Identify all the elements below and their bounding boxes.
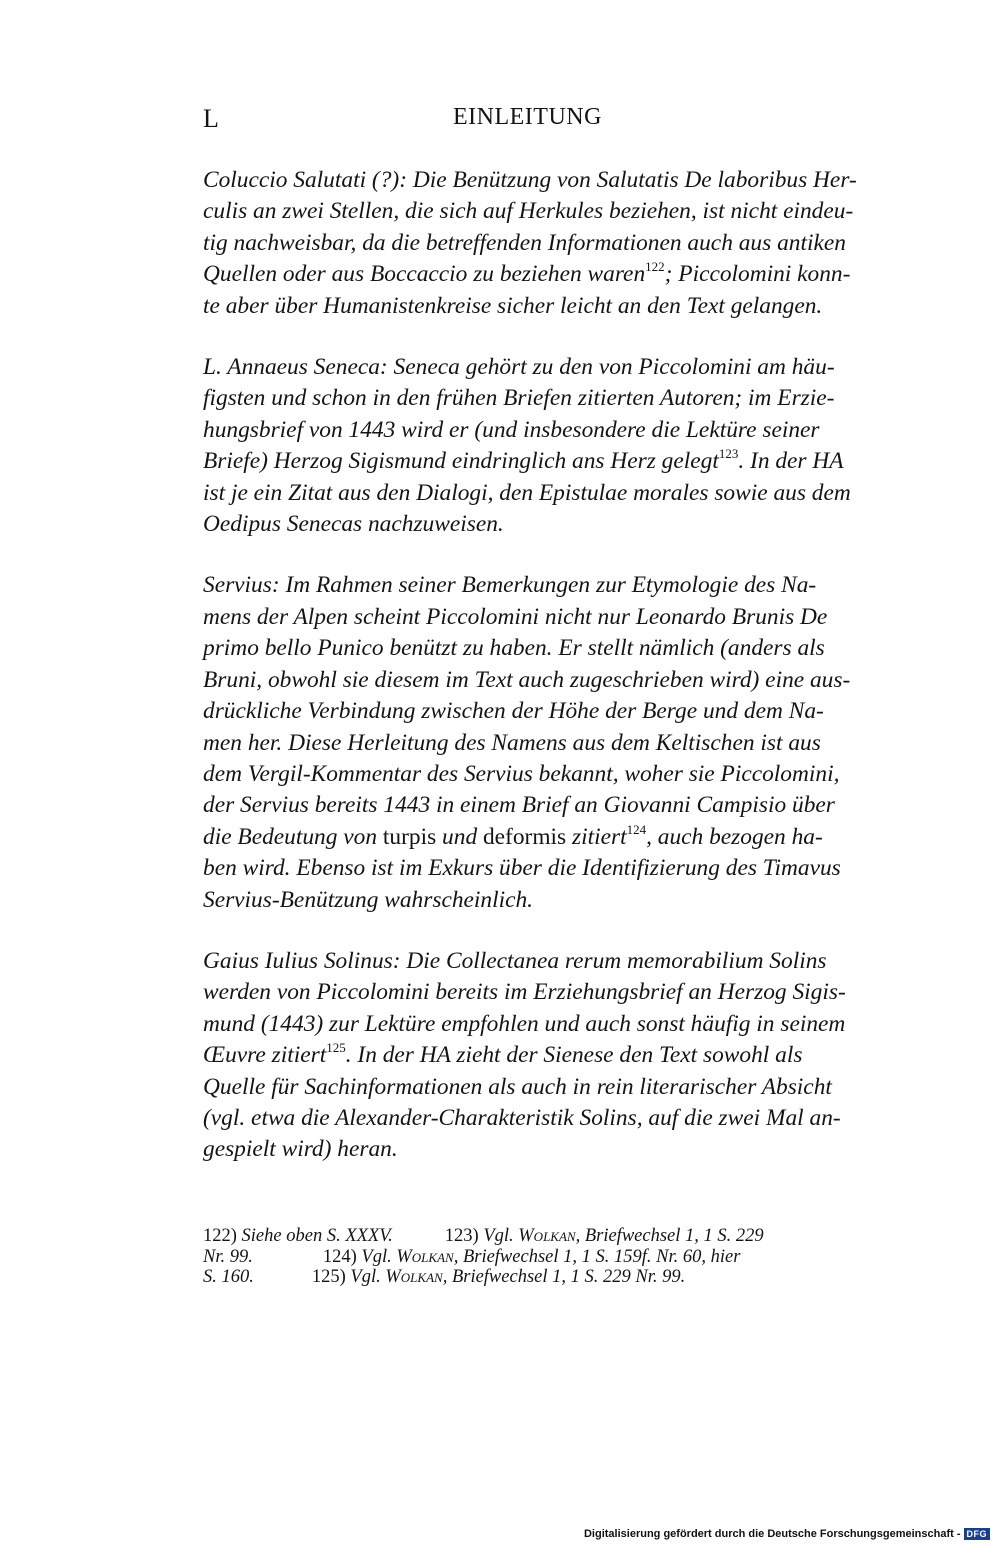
line-text: culis an zwei Stellen, die sich auf Herkules beziehen, ist nicht eindeu- [203, 198, 854, 225]
line-text: Quelle für Sachinformationen als auch in rein literarischer Absicht [203, 1073, 832, 1100]
line-text: zitiert [566, 823, 627, 850]
line-text: te aber über Humanistenkreise sicher leicht an den Text gelangen. [203, 292, 823, 319]
line-text: und [436, 823, 483, 850]
page-number: L [203, 104, 219, 133]
paragraph [203, 946, 849, 1166]
paragraph [203, 165, 857, 322]
footnote-text: Siehe oben S. XXXV. [241, 1226, 393, 1246]
running-head: EINLEITUNG [453, 104, 602, 130]
page-header [203, 104, 848, 140]
line-text: mund (1443) zur Lektüre empfohlen und auch sonst häufig in seinem [203, 1010, 846, 1037]
text-line [203, 228, 849, 259]
text-line [203, 478, 849, 509]
line-text: . In der HA [738, 448, 844, 475]
line-text: Servius-Benützung wahrscheinlich. [203, 886, 534, 913]
footnote-text: Vgl. [350, 1267, 381, 1287]
text-line [203, 1040, 849, 1071]
line-text: tig nachweisbar, da die betreffenden Informationen auch aus antiken [203, 229, 846, 256]
line-text: men her. Diese Herleitung des Namens aus dem Keltischen ist aus [203, 729, 821, 756]
line-text: Briefe) Herzog Sigismund eindringlich ans Herz gelegt [203, 448, 719, 475]
footnote-author: Wolkan [385, 1267, 443, 1287]
footnote-number: 125) [311, 1267, 346, 1287]
text-line [203, 759, 849, 790]
line-text: die Bedeutung von [203, 823, 383, 850]
text-line [203, 946, 849, 977]
footnote-text: Vgl. [361, 1246, 392, 1267]
text-line [203, 885, 849, 916]
text-line [203, 1103, 849, 1134]
footnote-124 [323, 1247, 741, 1268]
text-line [203, 1134, 849, 1165]
text-line [203, 633, 849, 664]
footnote-text: , Briefwechsel 1, 1 S. 159f. Nr. 60, hier [453, 1246, 741, 1267]
line-text: ist je ein Zitat aus den Dialogi, den Epistulae morales sowie aus dem [203, 479, 851, 506]
text-line [203, 696, 849, 727]
footnote-text: Nr. 99. [203, 1246, 253, 1267]
text-line [203, 383, 849, 414]
footnote-number: 124) [322, 1246, 357, 1267]
line-text: werden von Piccolomini bereits im Erziehungsbrief an Herzog Sigis- [203, 979, 846, 1006]
footnote-ref: 124 [626, 821, 647, 837]
footnote-text: , Briefwechsel 1, 1 S. 229 [575, 1226, 764, 1246]
footnote-text: , Briefwechsel 1, 1 S. 229 Nr. 99. [442, 1267, 686, 1287]
footnote-line [203, 1267, 849, 1288]
footnote-122 [203, 1226, 393, 1247]
footnote-text: S. 160. [203, 1267, 254, 1287]
text-line [203, 728, 849, 759]
quoted-word: turpis [382, 823, 437, 850]
line-text: . In der HA zieht der Sienese den Text sowohl als [345, 1042, 803, 1069]
footnote-125 [312, 1267, 685, 1288]
text-line [203, 853, 849, 884]
line-text: Bruni, obwohl sie diesem im Text auch zugeschrieben wird) eine aus- [203, 666, 851, 693]
text-line [203, 291, 849, 322]
line-text: dem Vergil-Kommentar des Servius bekannt, woher sie Piccolomini, [203, 760, 840, 787]
footnote-number: 123) [444, 1226, 479, 1246]
text-line [203, 1072, 849, 1103]
footnote-line [203, 1226, 849, 1247]
line-text: Oedipus Senecas nachzuweisen. [203, 511, 504, 538]
footnote-text: Vgl. [483, 1226, 514, 1246]
footnote-line [203, 1247, 849, 1268]
line-text: ben wird. Ebenso ist im Exkurs über die Identifizierung des Timavus [203, 855, 841, 882]
text-line [203, 570, 849, 601]
line-text: drückliche Verbindung zwischen der Höhe der Berge und dem Na- [203, 698, 824, 725]
line-text: Œuvre zitiert [203, 1042, 327, 1069]
footnote-author: Wolkan [396, 1246, 454, 1267]
main-text [203, 165, 857, 1196]
paragraph [203, 352, 849, 540]
line-text: L. Annaeus Seneca: Seneca gehört zu den von Piccolomini am häu- [203, 354, 835, 381]
footnote-ref: 125 [326, 1040, 346, 1056]
funding-notice-text: Digitalisierung gefördert durch die Deutsche Forschungsgemeinschaft - [583, 1528, 961, 1540]
text-line [203, 509, 849, 540]
line-text: mens der Alpen scheint Piccolomini nicht nur Leonardo Brunis De [203, 603, 828, 630]
text-line [203, 665, 849, 696]
line-text: figsten und schon in den frühen Briefen zitierten Autoren; im Erzie- [203, 385, 835, 412]
paragraph [203, 570, 849, 915]
line-text: Quellen oder aus Boccaccio zu beziehen waren [203, 261, 646, 288]
text-line [203, 196, 854, 227]
line-text: Coluccio Salutati (?): Die Benützung von Salutatis De laboribus Her- [203, 167, 857, 193]
line-text: der Servius bereits 1443 in einem Brief an Giovanni Campisio über [203, 792, 835, 819]
footnote-123 [445, 1226, 764, 1247]
footnotes [203, 1226, 849, 1288]
text-line [203, 415, 849, 446]
text-line [203, 165, 857, 196]
line-text: gespielt wird) heran. [203, 1136, 398, 1163]
footnote-author: Wolkan [518, 1226, 576, 1246]
footnote-ref: 122 [645, 259, 665, 275]
text-line [203, 1009, 849, 1040]
text-line [203, 977, 849, 1008]
quoted-word: deformis [482, 823, 567, 850]
line-text: , auch bezogen ha- [646, 823, 823, 850]
line-text: primo bello Punico benützt zu haben. Er stellt nämlich (anders als [203, 635, 825, 662]
text-line [203, 822, 849, 853]
line-text: Servius: Im Rahmen seiner Bemerkungen zur Etymologie des Na- [203, 572, 817, 599]
footnote-number: 122) [203, 1226, 237, 1246]
line-text: Gaius Iulius Solinus: Die Collectanea rerum memorabilium Solins [203, 947, 827, 974]
line-text: ; Piccolomini konn- [664, 261, 851, 288]
line-text: hungsbrief von 1443 wird er (und insbesondere die Lektüre seiner [203, 416, 820, 443]
funding-notice [584, 1527, 990, 1541]
text-line [203, 602, 849, 633]
dfg-logo: DFG [964, 1528, 991, 1540]
text-line [203, 259, 849, 290]
footnote-ref: 123 [718, 446, 739, 462]
text-line [203, 790, 849, 821]
line-text: (vgl. etwa die Alexander-Charakteristik Solins, auf die zwei Mal an- [203, 1104, 841, 1131]
text-line [203, 446, 849, 477]
text-line [203, 352, 849, 383]
